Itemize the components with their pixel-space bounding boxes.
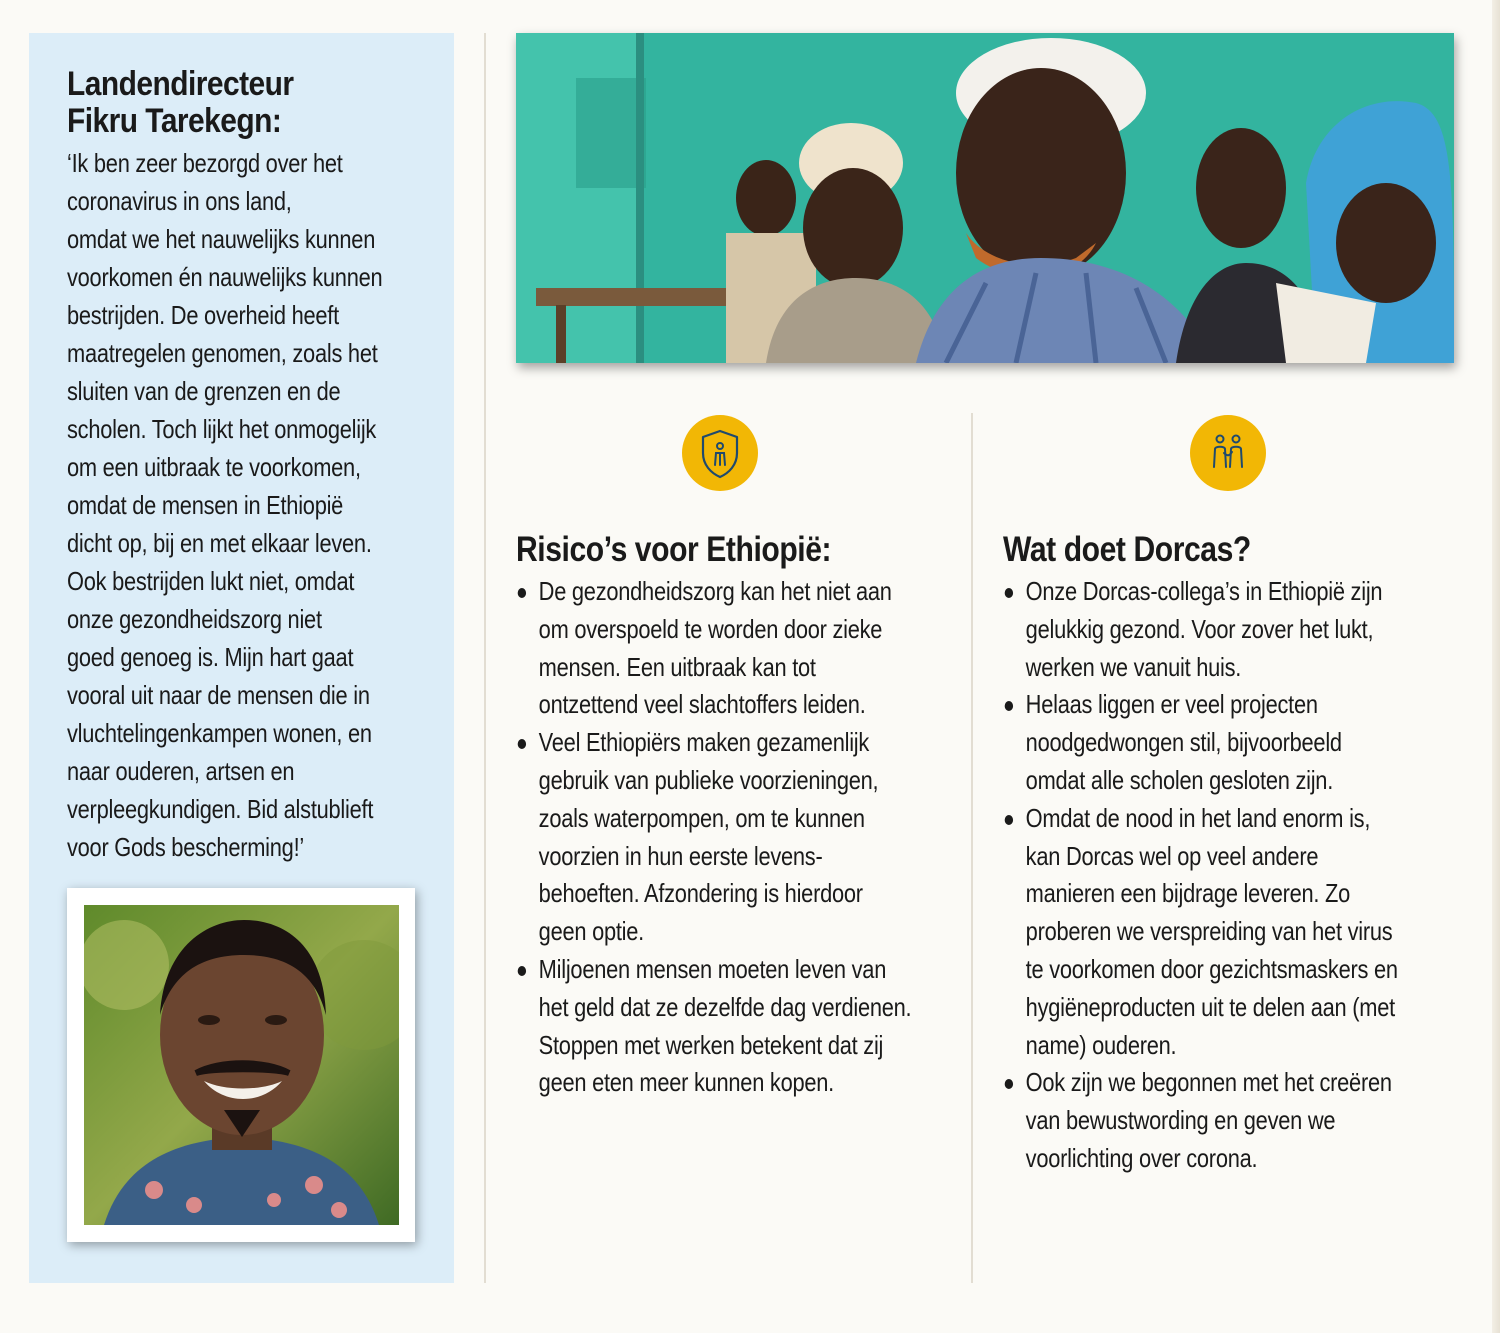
quote-line: ‘Ik ben zeer bezorgd over het (67, 148, 343, 178)
list-item-line: kan Dorcas wel op veel andere (1025, 840, 1319, 871)
list-item-line: Helaas liggen er veel projecten (1025, 689, 1318, 720)
list-item (1003, 1064, 1440, 1177)
list-item-line: De gezondheidszorg kan het niet aan (538, 576, 892, 606)
list-item-line: hygiëneproducten uit te delen aan (met (1025, 991, 1395, 1022)
list-item-line: Stoppen met werken betekent dat zij (538, 1029, 884, 1060)
header-photo (516, 33, 1454, 363)
column-divider (484, 33, 486, 1283)
quote-line: bestrijden. De overheid heeft (67, 300, 339, 330)
dorcas-heading: Wat doet Dorcas? (1003, 530, 1251, 569)
list-item-line: Onze Dorcas-collega’s in Ethiopië zijn (1025, 576, 1383, 606)
risks-list (516, 573, 953, 1102)
list-item-line: name) ouderen. (1025, 1029, 1177, 1060)
quote-line: voorkomen én nauwelijks kunnen (67, 262, 383, 292)
people-helping-icon (1190, 415, 1266, 491)
quote-line: dicht op, bij en met elkaar leven. (67, 528, 372, 558)
list-item (1003, 686, 1440, 799)
list-item-line: om overspoeld te worden door zieke (538, 613, 883, 644)
director-portrait (67, 888, 415, 1242)
quote-line: coronavirus in ons land, (67, 186, 292, 216)
quote-line: omdat we het nauwelijks kunnen (67, 224, 376, 254)
quote-line: vooral uit naar de mensen die in (67, 680, 370, 710)
shield-person-icon (682, 415, 758, 491)
list-item-line: proberen we verspreiding van het virus (1025, 916, 1393, 947)
quote-line: verpleegkundigen. Bid alstublieft (67, 794, 374, 824)
list-item-line: het geld dat ze dezelfde dag verdienen. (538, 991, 912, 1022)
dorcas-list (1003, 573, 1440, 1178)
list-item-line: ontzettend veel slachtoffers leiden. (538, 689, 866, 720)
quote-line: goed genoeg is. Mijn hart gaat (67, 642, 354, 672)
list-item-line: geen optie. (538, 916, 644, 947)
list-item (516, 573, 953, 724)
portrait-image (84, 905, 399, 1225)
quote-line: sluiten van de grenzen en de (67, 376, 341, 406)
quote-line: om een uitbraak te voorkomen, (67, 452, 361, 482)
sidebar-title-line: Landendirecteur (67, 65, 294, 103)
list-item-line: voorlichting over corona. (1025, 1142, 1258, 1173)
list-item-line: Veel Ethiopiërs maken gezamenlijk (538, 727, 870, 758)
quote-line: voor Gods bescherming!’ (67, 832, 304, 862)
quote-line: vluchtelingenkampen wonen, en (67, 718, 372, 748)
list-item-line: voorzien in hun eerste levens- (538, 840, 823, 871)
sidebar-title (67, 66, 294, 140)
list-item-line: Ook zijn we begonnen met het creëren (1025, 1067, 1392, 1098)
quote-line: scholen. Toch lijkt het onmogelijk (67, 414, 377, 444)
quote-line: naar ouderen, artsen en (67, 756, 295, 786)
list-item-line: gelukkig gezond. Voor zover het lukt, (1025, 613, 1374, 644)
list-item (516, 724, 953, 951)
list-item-line: van bewustwording en geven we (1025, 1105, 1336, 1136)
list-item-line: manieren een bijdrage leveren. Zo (1025, 878, 1351, 909)
list-item-line: omdat alle scholen gesloten zijn. (1025, 764, 1334, 795)
list-item-line: behoeften. Afzondering is hierdoor (538, 878, 863, 909)
quote-sidebar (29, 33, 454, 1283)
paper-edge (1492, 0, 1500, 1333)
group-photo (516, 33, 1454, 363)
column-divider (971, 413, 973, 1283)
quote-line: maatregelen genomen, zoals het (67, 338, 378, 368)
list-item-line: Omdat de nood in het land enorm is, (1025, 802, 1371, 833)
list-item (516, 951, 953, 1102)
list-item-line: gebruik van publieke voorzieningen, (538, 764, 879, 795)
director-quote (67, 144, 420, 866)
risks-heading: Risico’s voor Ethiopië: (516, 530, 832, 569)
quote-line: Ook bestrijden lukt niet, omdat (67, 566, 355, 596)
list-item-line: zoals waterpompen, om te kunnen (538, 802, 865, 833)
quote-line: onze gezondheidszorg niet (67, 604, 322, 634)
list-item-line: werken we vanuit huis. (1025, 651, 1242, 682)
list-item (1003, 573, 1440, 686)
list-item-line: te voorkomen door gezichtsmaskers en (1025, 953, 1398, 984)
list-item (1003, 800, 1440, 1065)
quote-line: omdat de mensen in Ethiopië (67, 490, 344, 520)
list-item-line: noodgedwongen stil, bijvoorbeeld (1025, 727, 1342, 758)
list-item-line: geen eten meer kunnen kopen. (538, 1067, 834, 1098)
list-item-line: mensen. Een uitbraak kan tot (538, 651, 816, 682)
list-item-line: Miljoenen mensen moeten leven van (538, 953, 887, 984)
sidebar-title-line: Fikru Tarekegn: (67, 102, 282, 140)
